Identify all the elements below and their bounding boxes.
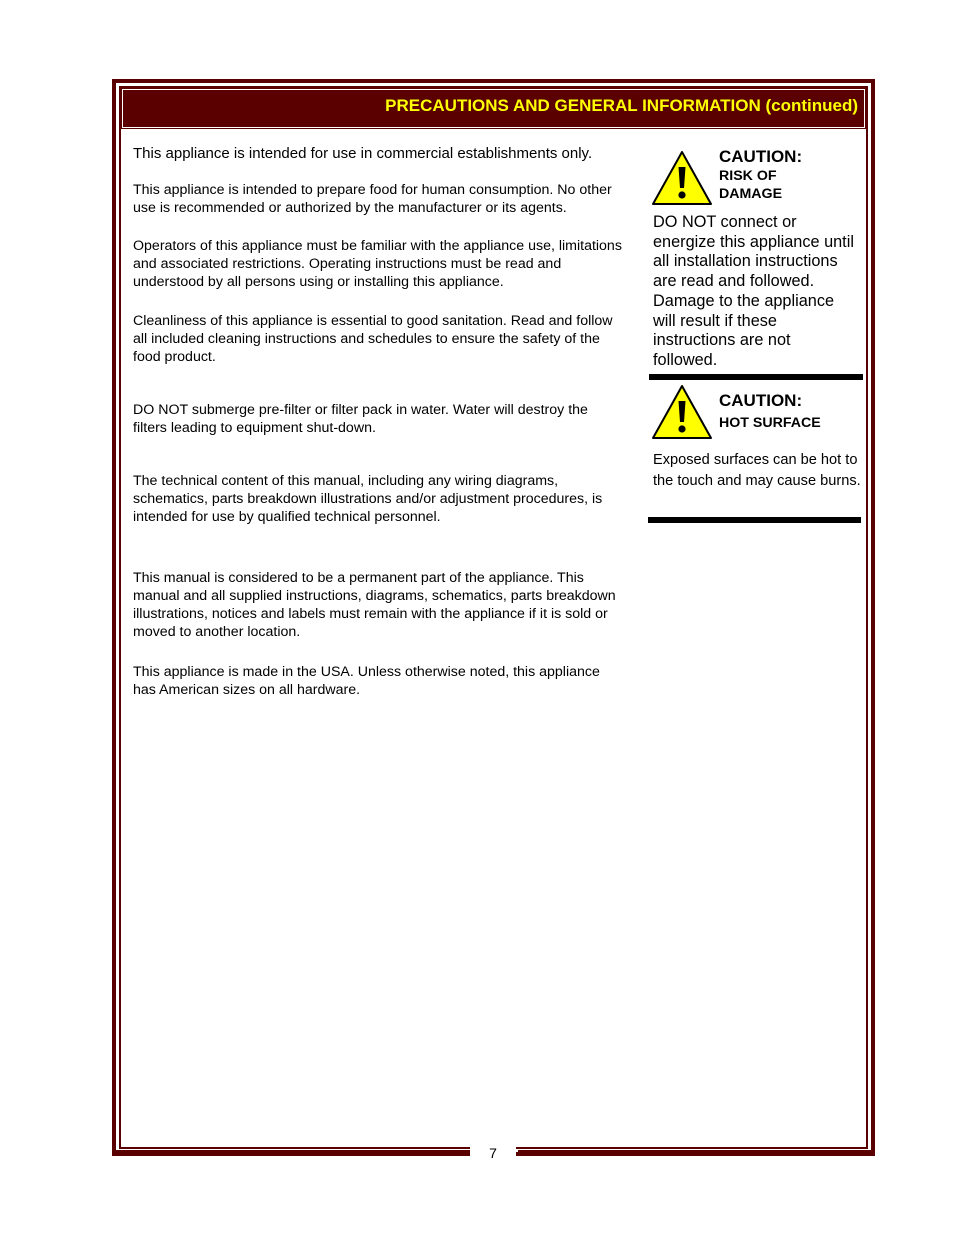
warning-triangle-icon [651,150,713,206]
main-content [133,145,625,699]
caution-subheading: HOT SURFACE [719,415,821,431]
footer-rule-right [518,1150,875,1156]
paragraph-operators: Operators of this appliance must be familiar with the appliance use, limitations and associated restrictions. Operating instructions must be read and understood by all persons using or installing this appliance. [133,238,622,290]
caution-text-damage: DO NOT connect or energize this appliance until all installation instructions are read and followed. Damage to the appliance will result if these instructions are not followed. [653,213,854,369]
paragraph-made-in-usa: This appliance is made in the USA. Unless otherwise noted, this appliance has American sizes on all hardware. [133,664,600,698]
paragraph-filter-warning: DO NOT submerge pre-filter or filter pack in water. Water will destroy the filters leading to equipment shut-down. [133,402,588,436]
paragraph-technical-content: The technical content of this manual, including any wiring diagrams, schematics, parts breakdown illustrations and/or adjustment procedures, is intended for use by qualified technical personnel. [133,473,603,525]
caution-divider [648,517,861,523]
footer-rule-left [112,1150,470,1156]
paragraph-cleanliness: Cleanliness of this appliance is essential to good sanitation. Read and follow all included cleaning instructions and schedules to ensure the safety of the food product. [133,313,613,365]
warning-triangle-icon [651,384,713,440]
caution-text-hot: Exposed surfaces can be hot to the touch and may cause burns. [653,452,861,489]
caution-divider [649,374,863,380]
paragraph-commercial-use: This appliance is intended for use in commercial establishments only. [133,145,593,162]
section-title: PRECAUTIONS AND GENERAL INFORMATION (continued) [385,96,858,115]
page-number: 7 [470,1145,516,1161]
section-header [122,89,865,128]
caution-subheading: RISK OF DAMAGE [719,168,783,202]
caution-label: CAUTION: [719,147,803,166]
paragraph-food-consumption: This appliance is intended to prepare food for human consumption. No other use is recommended or authorized by the manufacturer or its agents. [133,182,612,216]
caution-label: CAUTION: [719,391,803,410]
paragraph-permanent-manual: This manual is considered to be a permanent part of the appliance. This manual and all supplied instructions, diagrams, schematics, parts breakdown illustrations, notices and labels must remain with the appliance if it is sold or moved to another location. [133,570,616,640]
caution-heading-damage [719,147,802,203]
caution-heading-hot [719,391,821,432]
